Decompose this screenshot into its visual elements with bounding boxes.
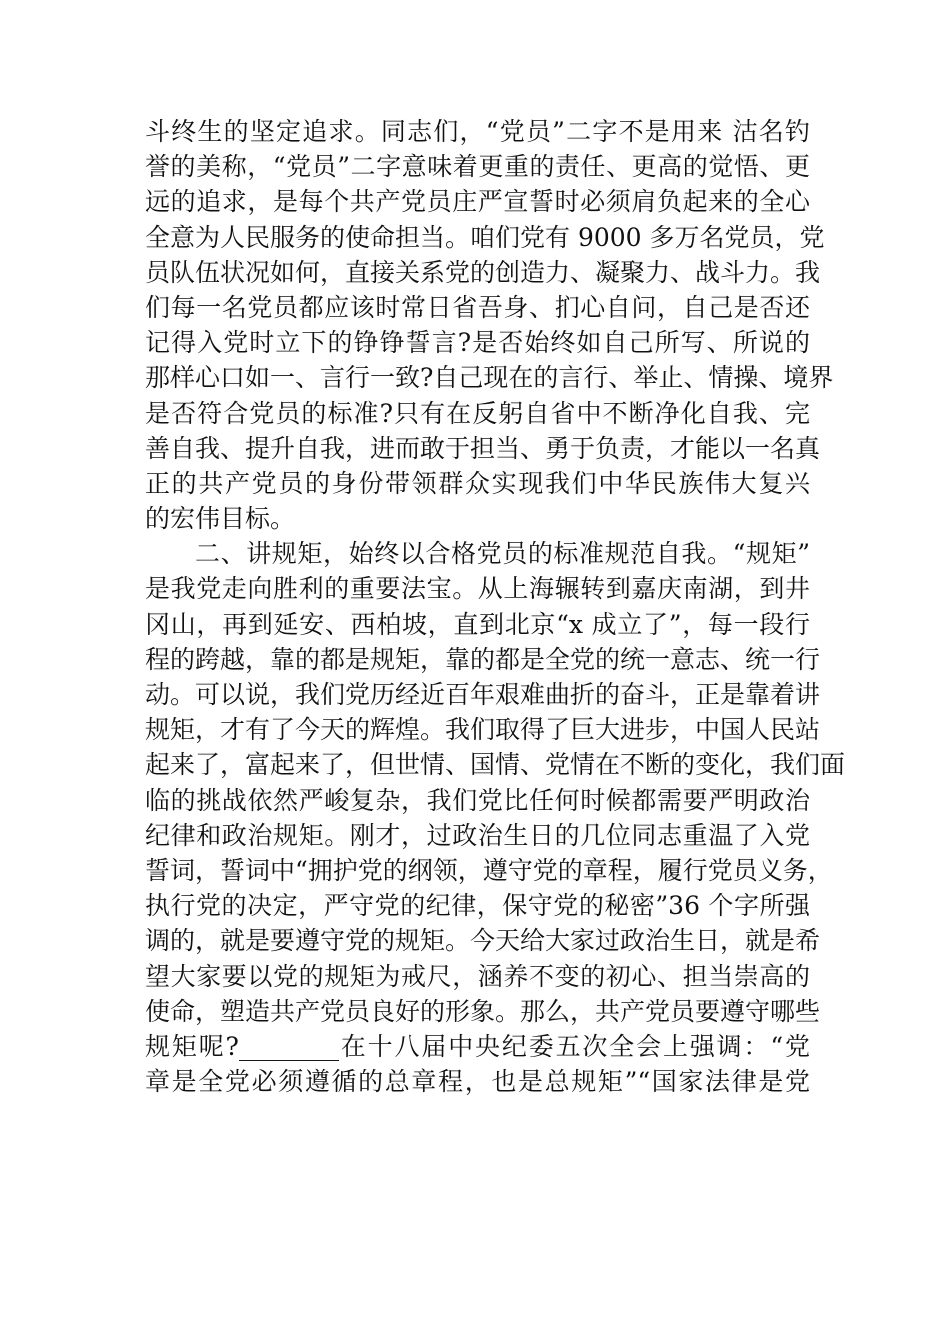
text-line: 远的追求，是每个共产党员庄严宣誓时必须肩负起来的全心	[145, 187, 810, 217]
section-heading-line: 二、讲规矩，始终以合格党员的标准规范自我。“规矩”	[195, 539, 810, 569]
text-line: 程的跨越，靠的都是规矩，靠的都是全党的统一意志、统一行	[145, 644, 821, 674]
text-line: 善自我、提升自我，进而敢于担当、勇于负责，才能以一名真	[145, 433, 821, 463]
text-line: 动。可以说，我们党历经近百年艰难曲折的奋斗，正是靠着讲	[145, 680, 821, 709]
text-line: 斗终生的坚定追求。同志们，“党员”二字不是用来 沽名钓	[145, 117, 810, 146]
text-line: 执行党的决定，严守党的纪律，保守党的秘密”36 个字所强	[145, 891, 810, 921]
text-line: 纪律和政治规矩。刚才，过政治生日的几位同志重温了入党	[145, 820, 810, 850]
text-line: 调的，就是要遵守党的规矩。今天给大家过政治生日，就是希	[145, 926, 821, 956]
text-line: 使命，塑造共产党员良好的形象。那么，共产党员要遵守哪些	[145, 996, 821, 1026]
text-line: 誉的美称，“党员”二字意味着更重的责任、更高的觉悟、更	[145, 152, 810, 182]
text-line: 章是全党必须遵循的总章程，也是总规矩”“国家法律是党	[145, 1067, 810, 1097]
paragraph-party-member-reflection	[145, 114, 834, 536]
text-line: 们每一名党员都应该时常日省吾身、扪心自问，自己是否还	[145, 292, 810, 322]
text-line: 是我党走向胜利的重要法宝。从上海辗转到嘉庆南湖，到井	[145, 574, 810, 604]
text-line: 正的共产党员的身份带领群众实现我们中华民族伟大复兴	[145, 468, 810, 498]
text-line: 记得入党时立下的铮铮誓言?是否始终如自己所写、所说的	[145, 328, 810, 358]
text-line: 起来了，富起来了，但世情、国情、党情在不断的变化，我们面	[145, 750, 846, 780]
text-line: 规矩，才有了今天的辉煌。我们取得了巨大进步，中国人民站	[145, 715, 821, 745]
text-line: 全意为人民服务的使命担当。咱们党有 9000 多万名党员，党	[145, 222, 825, 252]
text-line: 临的挑战依然严峻复杂，我们党比任何时候都需要严明政治	[145, 785, 810, 815]
text-line: 是否符合党员的标准?只有在反躬自省中不断净化自我、完	[145, 398, 810, 428]
document-body	[145, 114, 846, 1099]
text-line: 规矩呢?________在十八届中央纪委五次全会上强调：“党	[145, 1031, 810, 1061]
text-line: 的宏伟目标。	[145, 504, 296, 534]
text-line: 誓词，誓词中“拥护党的纲领，遵守党的章程，履行党员义务，	[145, 855, 833, 885]
text-line: 望大家要以党的规矩为戒尺，涵养不变的初心、担当崇高的	[145, 961, 810, 991]
text-line: 冈山，再到延安、西柏坡，直到北京“x 成立了”，每一段行	[145, 609, 810, 639]
text-line: 员队伍状况如何，直接关系党的创造力、凝聚力、战斗力。我	[145, 257, 821, 287]
paragraph-follow-rules	[145, 536, 846, 1099]
text-line: 那样心口如一、言行一致?自己现在的言行、举止、情操、境界	[145, 363, 834, 393]
